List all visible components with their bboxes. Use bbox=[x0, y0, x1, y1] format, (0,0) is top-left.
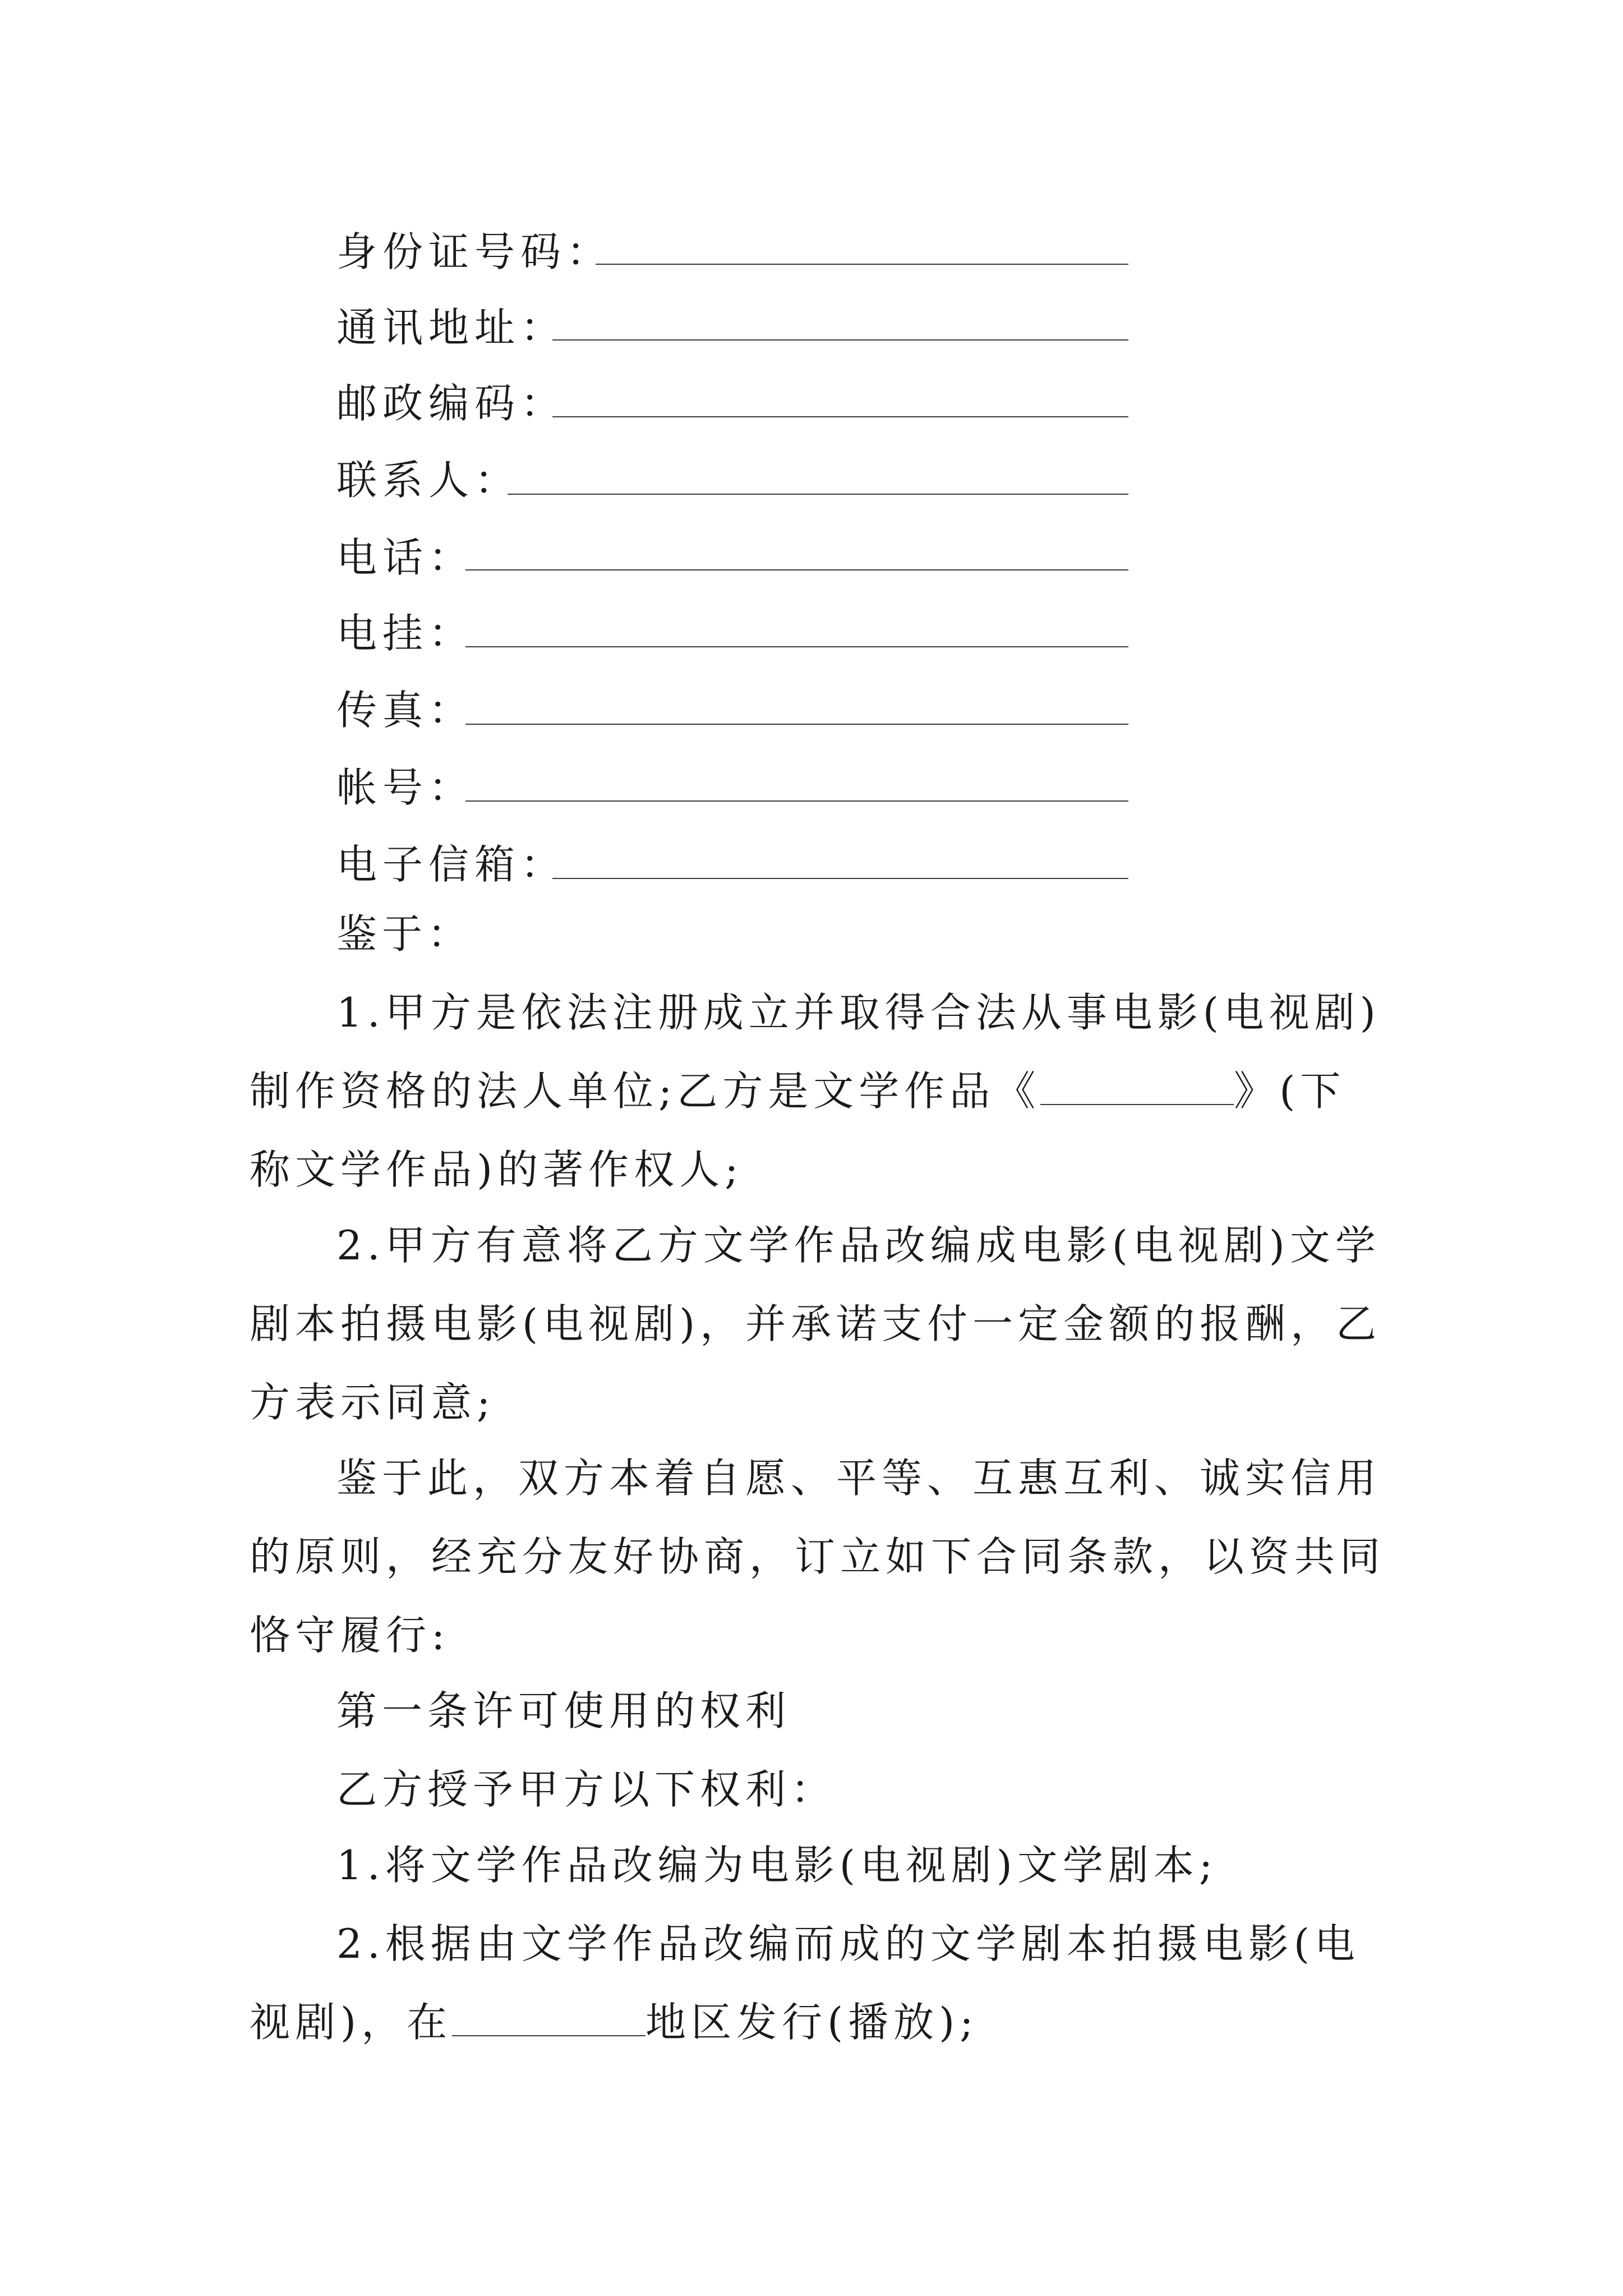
address-blank bbox=[552, 339, 1128, 341]
telegraph-blank bbox=[465, 646, 1128, 647]
phone-label: 电话： bbox=[336, 534, 475, 581]
whereas-item-2: 2.甲方有意将乙方文学作品改编成电影(电视剧)文学剧本拍摄电影(电视剧)，并承诺支付一定金额的报酬，乙方表示同意; bbox=[250, 1222, 1382, 1426]
principles-paragraph: 鉴于此，双方本着自愿、平等、互惠互利、诚实信用的原则，经充分友好协商，订立如下合同条款，以资共同恪守履行: bbox=[250, 1455, 1386, 1659]
contact-label: 联系人： bbox=[336, 457, 521, 504]
telegraph-label: 电挂： bbox=[336, 610, 475, 657]
phone-blank bbox=[465, 569, 1128, 570]
fax-blank bbox=[465, 724, 1128, 725]
id-number-label: 身份证号码： bbox=[336, 228, 613, 275]
whereas-item-1-text-b: 》(下称文学作品)的著作权人; bbox=[250, 1068, 1346, 1193]
id-number-blank bbox=[596, 264, 1128, 265]
article-1-item-1: 1.将文学作品改编为电影(电视剧)文学剧本; bbox=[336, 1842, 1218, 1889]
email-blank bbox=[552, 878, 1128, 879]
postal-code-field bbox=[336, 362, 567, 427]
whereas-item-1 bbox=[250, 973, 1388, 1209]
contact-field bbox=[336, 439, 521, 504]
region-blank bbox=[452, 2001, 645, 2036]
account-field bbox=[336, 746, 475, 811]
whereas-item-1-text-a: 1.甲方是依法注册成立并取得合法从事电影(电视剧)制作资格的法人单位;乙方是文学作品《 bbox=[250, 989, 1381, 1115]
address-label: 通讯地址： bbox=[336, 304, 567, 351]
address-field bbox=[336, 286, 567, 351]
fax-label: 传真： bbox=[336, 687, 475, 734]
telegraph-field bbox=[336, 592, 475, 657]
article-1-item-2 bbox=[250, 1904, 1388, 2062]
article-1-intro: 乙方授予甲方以下权利： bbox=[336, 1766, 837, 1813]
postal-code-label: 邮政编码： bbox=[336, 380, 567, 427]
work-title-blank bbox=[1040, 1070, 1234, 1105]
account-label: 帐号： bbox=[336, 764, 475, 811]
id-number-field bbox=[336, 210, 613, 275]
email-field bbox=[336, 823, 567, 888]
whereas-heading: 鉴于： bbox=[336, 910, 473, 958]
account-blank bbox=[465, 800, 1128, 802]
article-1-item-2-text-a: 2.根据由文学作品改编而成的文学剧本拍摄电影(电视剧)，在 bbox=[250, 1920, 1360, 2046]
article-1-title: 第一条许可使用的权利 bbox=[336, 1687, 791, 1734]
fax-field bbox=[336, 669, 475, 734]
postal-code-blank bbox=[552, 416, 1128, 417]
contact-blank bbox=[508, 494, 1128, 495]
email-label: 电子信箱： bbox=[336, 841, 567, 888]
article-1-item-2-text-b: 地区发行(播放); bbox=[645, 1999, 979, 2046]
phone-field bbox=[336, 516, 475, 581]
